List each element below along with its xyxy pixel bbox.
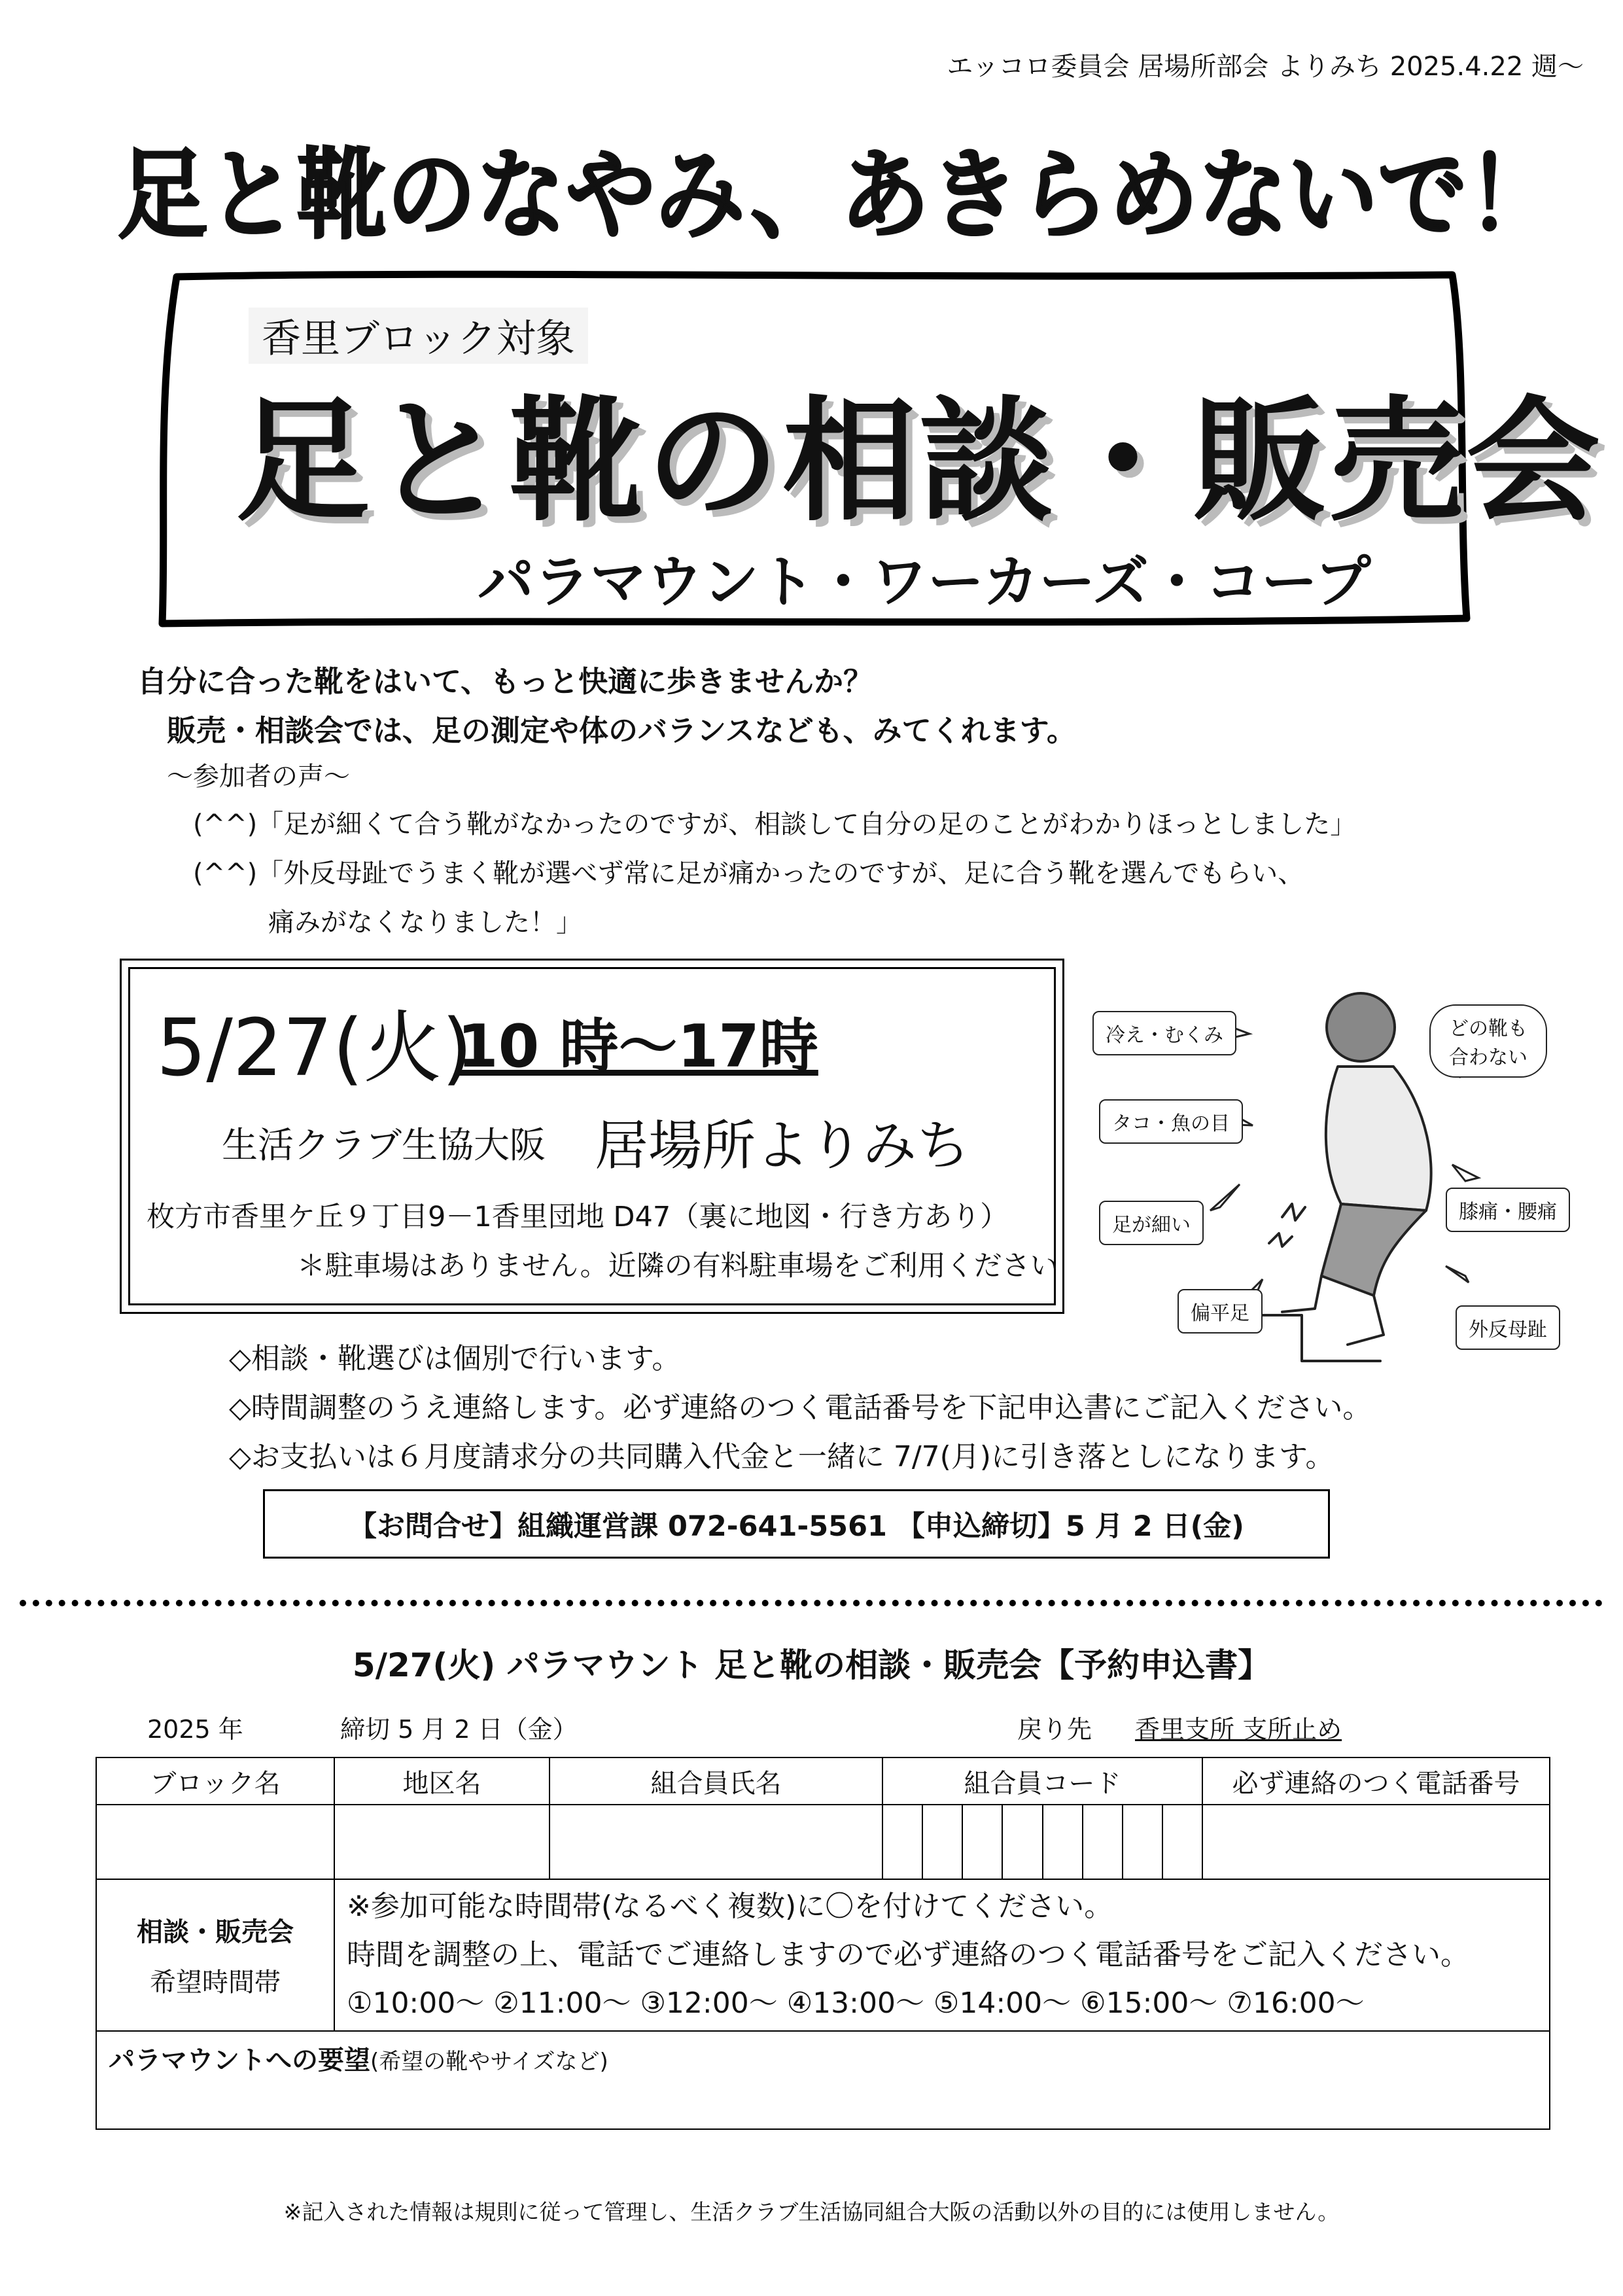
label-corns: タコ・魚の目 <box>1099 1099 1243 1144</box>
time-label-cell <box>96 1879 334 2031</box>
parking-note: ＊駐車場はありません。近隣の有料駐車場をご利用ください <box>297 1250 1058 1282</box>
time-label-1: 相談・販売会 <box>137 1917 294 1947</box>
district-input[interactable] <box>334 1805 550 1879</box>
main-title: 足と靴の相談・販売会 <box>236 384 1603 540</box>
cut-line <box>20 1600 1603 1606</box>
voice-2-line-1: (^^)「外反母趾でうまく靴が選べず常に足が痛かったのですが、足に合う靴を選んでもらい、 <box>193 858 1304 889</box>
col-member-name: 組合員氏名 <box>550 1757 882 1805</box>
form-year: 2025 年 <box>147 1715 243 1744</box>
venue-organization: 生活クラブ生協大阪 <box>222 1124 546 1166</box>
label-cold-swelling: 冷え・むくみ <box>1092 1011 1236 1055</box>
block-input[interactable] <box>96 1805 334 1879</box>
label-no-shoes-fit: どの靴も合わない <box>1429 1004 1547 1078</box>
time-note-1: ※参加可能な時間帯(なるべく複数)に〇を付けてください。 <box>347 1890 1113 1923</box>
label-thin-feet: 足が細い <box>1099 1201 1204 1245</box>
member-name-input[interactable] <box>550 1805 882 1879</box>
phone-input[interactable] <box>1202 1805 1550 1879</box>
privacy-footer: ※記入された情報は規則に従って管理し、生活クラブ生活協同組合大阪の活動以外の目的には使用しません。 <box>283 2199 1340 2225</box>
label-bunion: 外反母趾 <box>1456 1305 1560 1350</box>
note-2: ◇時間調整のうえ連絡します。必ず連絡のつく電話番号を下記申込書にご記入ください。 <box>229 1391 1372 1424</box>
application-form <box>96 1757 1550 2130</box>
request-label: パラマウントへの要望 <box>109 2045 370 2075</box>
event-date: 5/27(火) <box>156 1003 473 1094</box>
slogan-text: 足と靴のなやみ、あきらめないで！ <box>118 139 1557 253</box>
target-block: 香里ブロック対象 <box>249 308 588 364</box>
time-note-2: 時間を調整の上、電話でご連絡しますので必ず連絡のつく電話番号をご記入ください。 <box>347 1938 1469 1971</box>
intro-line-2: 販売・相談会では、足の測定や体のバランスなども、みてくれます。 <box>167 713 1077 748</box>
voice-1: (^^)「足が細くて合う靴がなかったのですが、相談して自分の足のことがわかりほっとしました」 <box>193 809 1357 839</box>
intro-line-1: 自分に合った靴をはいて、もっと快適に歩きませんか？ <box>137 664 873 699</box>
title-box <box>150 265 1603 631</box>
form-title: 5/27(火) パラマウント 足と靴の相談・販売会【予約申込書】 <box>352 1646 1271 1684</box>
label-knee-back-pain: 膝痛・腰痛 <box>1446 1188 1570 1232</box>
col-block: ブロック名 <box>96 1757 334 1805</box>
event-box <box>120 959 1064 1314</box>
event-time: 10 時〜17時 <box>457 1012 818 1081</box>
time-slot-cell <box>334 1879 1550 2031</box>
col-member-code: 組合員コード <box>882 1757 1202 1805</box>
slogan-banner <box>98 124 1577 262</box>
organizer-name: パラマウント・ワーカーズ・コープ <box>478 550 1371 615</box>
request-sub: (希望の靴やサイズなど) <box>370 2049 608 2075</box>
col-district: 地区名 <box>334 1757 550 1805</box>
venue-name: 居場所よりみち <box>595 1115 971 1177</box>
voices-heading: 〜参加者の声〜 <box>167 762 350 792</box>
time-slots[interactable]: ①10:00〜 ②11:00〜 ③12:00〜 ④13:00〜 ⑤14:00〜 ⑥15:00〜 ⑦16:00〜 <box>347 1987 1365 2020</box>
form-return-label: 戻り先 <box>1017 1715 1092 1744</box>
header-line: エッコロ委員会 居場所部会 よりみち 2025.4.22 週〜 <box>947 52 1584 82</box>
venue-address: 枚方市香里ケ丘９丁目9－1香里団地 D47（裏に地図・行き方あり） <box>147 1201 1009 1233</box>
inquiry-box: 【お問合せ】組織運営課 072-641-5561 【申込締切】5 月 2 日(金) <box>263 1489 1330 1559</box>
time-label-2: 希望時間帯 <box>150 1968 281 1998</box>
note-1: ◇相談・靴選びは個別で行います。 <box>229 1342 681 1375</box>
label-flat-feet: 偏平足 <box>1178 1289 1263 1333</box>
foot-trouble-illustration <box>1086 968 1596 1374</box>
note-3: ◇お支払いは６月度請求分の共同購入代金と一緒に 7/7(月)に引き落としになります。 <box>229 1440 1335 1474</box>
voice-2-line-2: 痛みがなくなりました！」 <box>268 908 582 938</box>
member-code-input[interactable] <box>882 1805 1202 1879</box>
form-return-to: 香里支所 支所止め <box>1135 1715 1342 1744</box>
form-deadline: 締切 5 月 2 日（金） <box>340 1715 578 1744</box>
request-cell[interactable] <box>96 2031 1550 2129</box>
col-phone: 必ず連絡のつく電話番号 <box>1202 1757 1550 1805</box>
